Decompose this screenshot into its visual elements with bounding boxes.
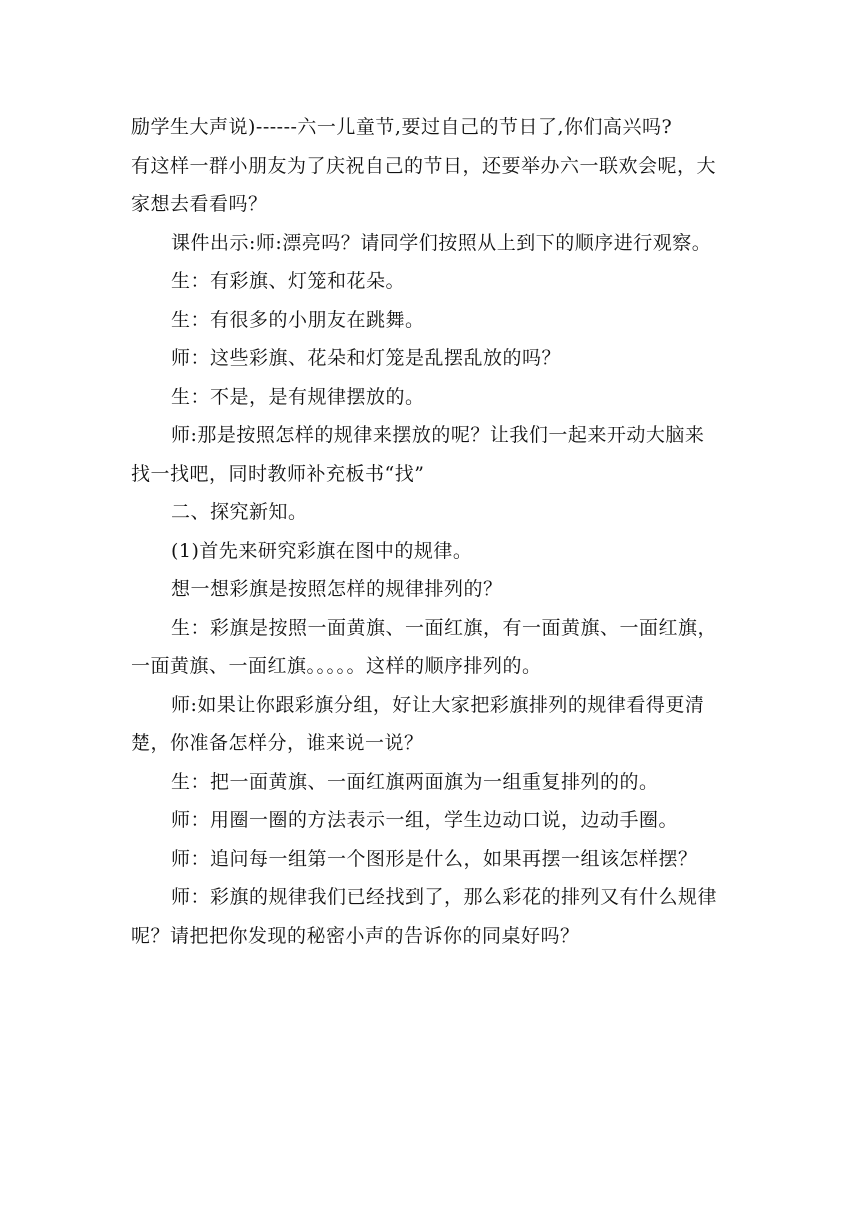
text-line: 呢？请把把你发现的秘密小声的告诉你的同桌好吗？ bbox=[131, 924, 580, 947]
text-line: 课件出示:师:漂亮吗？请同学们按照从上到下的顺序进行观察。 bbox=[171, 231, 712, 254]
text-line: 找一找吧，同时教师补充板书“找” bbox=[131, 462, 425, 485]
paragraph-teacher-6 bbox=[131, 878, 731, 955]
text-line: 生：彩旗是按照一面黄旗、一面红旗，有一面黄旗、一面红旗， bbox=[171, 616, 718, 639]
text-line: 想一想彩旗是按照怎样的规律排列的？ bbox=[171, 578, 503, 600]
paragraph-student-5 bbox=[131, 763, 731, 802]
document-body bbox=[131, 108, 731, 955]
paragraph-teacher-5 bbox=[131, 840, 731, 879]
text-line: 师：追问每一组第一个图形是什么，如果再摆一组该怎样摆？ bbox=[171, 847, 698, 870]
paragraph-question-1 bbox=[131, 570, 731, 609]
text-line: 师:如果让你跟彩旗分组，好让大家把彩旗排列的规律看得更清 bbox=[171, 693, 705, 716]
text-line: 二、探究新知。 bbox=[171, 501, 308, 523]
text-line: 励学生大声说)------六一儿童节,要过自己的节日了,你们高兴吗? bbox=[131, 116, 673, 138]
text-line: 生：把一面黄旗、一面红旗两面旗为一组重复排列的的。 bbox=[171, 770, 659, 793]
section-heading bbox=[131, 493, 731, 532]
text-line: (1)首先来研究彩旗在图中的规律。 bbox=[171, 539, 473, 562]
text-line: 家想去看看吗？ bbox=[131, 193, 268, 215]
text-line: 师：用圈一圈的方法表示一组，学生边动口说，边动手圈。 bbox=[171, 809, 679, 831]
paragraph-intro bbox=[131, 108, 731, 224]
paragraph-teacher-4 bbox=[131, 801, 731, 840]
text-line: 有这样一群小朋友为了庆祝自己的节日，还要举办六一联欢会呢，大 bbox=[131, 154, 717, 177]
paragraph-teacher-3 bbox=[131, 686, 731, 763]
text-line: 一面黄旗、一面红旗。。。。。这样的顺序排列的。 bbox=[131, 655, 542, 677]
paragraph-student-3 bbox=[131, 378, 731, 417]
paragraph-student-2 bbox=[131, 301, 731, 340]
text-line: 楚，你准备怎样分，谁来说一说？ bbox=[131, 732, 424, 754]
paragraph-teacher-2 bbox=[131, 416, 731, 493]
text-line: 生：不是，是有规律摆放的。 bbox=[171, 385, 425, 408]
text-line: 生：有彩旗、灯笼和花朵。 bbox=[171, 270, 406, 292]
paragraph-student-4 bbox=[131, 609, 731, 686]
paragraph-step-1 bbox=[131, 532, 731, 571]
paragraph-courseware bbox=[131, 224, 731, 263]
text-line: 师:那是按照怎样的规律来摆放的呢？让我们一起来开动大脑来 bbox=[171, 424, 705, 446]
text-line: 师：这些彩旗、花朵和灯笼是乱摆乱放的吗？ bbox=[171, 347, 562, 369]
paragraph-teacher-1 bbox=[131, 339, 731, 378]
text-line: 师：彩旗的规律我们已经找到了，那么彩花的排列又有什么规律 bbox=[171, 886, 718, 908]
text-line: 生：有很多的小朋友在跳舞。 bbox=[171, 308, 425, 331]
paragraph-student-1 bbox=[131, 262, 731, 301]
